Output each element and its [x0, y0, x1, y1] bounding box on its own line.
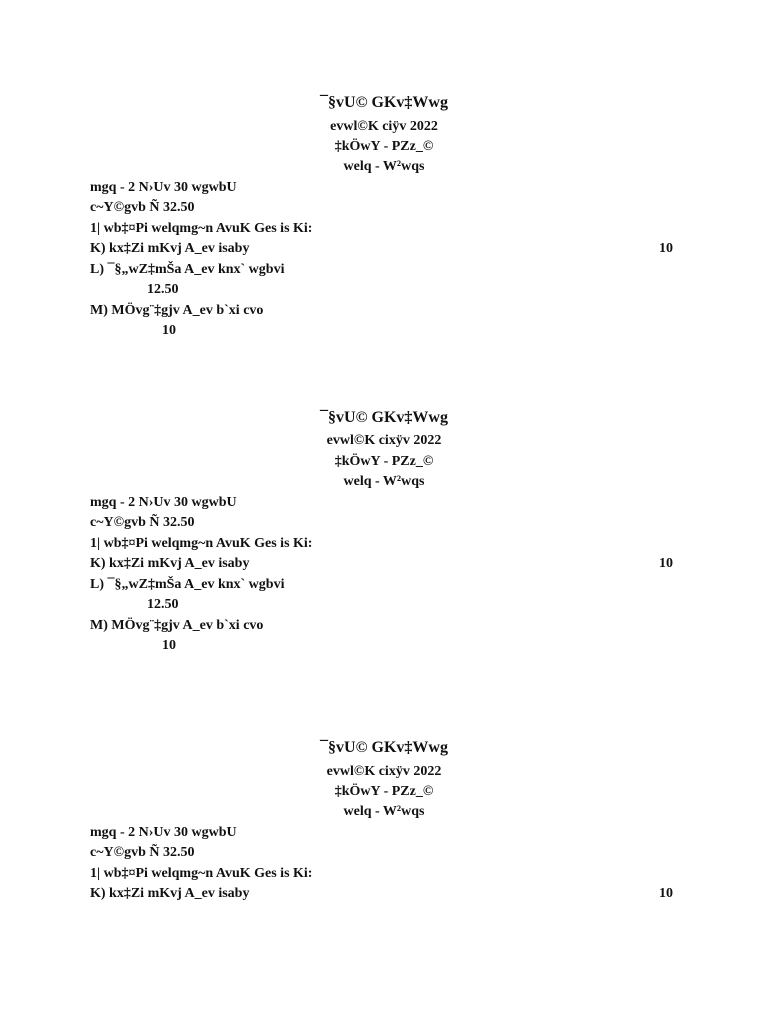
block-3-question-a: K) kx‡Zi mKvj A_ev isaby: [90, 886, 250, 901]
block-1-year: evwl©K ciÿv 2022: [330, 119, 438, 134]
block-2-question-c: M) MÖvg¨‡gjv A_ev b`xi cvo: [90, 618, 264, 633]
block-3-question-a-mark: 10: [659, 886, 673, 901]
block-3-title: ¯§vU© GKv‡Wwg: [320, 739, 448, 756]
block-3-class: ‡kÖwY - PZz_©: [334, 784, 434, 799]
block-1-full-marks: c~Y©gvb Ñ 32.50: [90, 200, 195, 215]
block-2-question-b: L) ¯§„wZ‡mŠa A_ev knx` wgbvi: [90, 577, 285, 592]
block-3-full-marks: c~Y©gvb Ñ 32.50: [90, 845, 195, 860]
block-3-question-1: 1| wb‡¤Pi welqmg~n AvuK Ges is Ki:: [90, 866, 313, 881]
block-2-title: ¯§vU© GKv‡Wwg: [320, 409, 448, 426]
block-1-question-c-mark: 10: [162, 323, 176, 338]
block-2-class: ‡kÖwY - PZz_©: [334, 454, 434, 469]
block-1-question-c: M) MÖvg¨‡gjv A_ev b`xi cvo: [90, 303, 264, 318]
block-2-question-1: 1| wb‡¤Pi welqmg~n AvuK Ges is Ki:: [90, 536, 313, 551]
block-3-year: evwl©K cixÿv 2022: [326, 764, 442, 779]
block-2-full-marks: c~Y©gvb Ñ 32.50: [90, 515, 195, 530]
block-2-question-c-mark: 10: [162, 638, 176, 653]
block-1-subject: welq - W²wqs: [343, 159, 425, 174]
block-1-question-a: K) kx‡Zi mKvj A_ev isaby: [90, 241, 250, 256]
block-2-question-b-mark: 12.50: [147, 597, 179, 612]
block-2-subject: welq - W²wqs: [343, 474, 425, 489]
block-2-question-a: K) kx‡Zi mKvj A_ev isaby: [90, 556, 250, 571]
block-2-year: evwl©K cixÿv 2022: [326, 433, 442, 448]
block-1-question-a-mark: 10: [659, 241, 673, 256]
block-2-question-a-mark: 10: [659, 556, 673, 571]
block-3-time: mgq - 2 N›Uv 30 wgwbU: [90, 825, 237, 840]
block-1-class: ‡kÖwY - PZz_©: [334, 139, 434, 154]
block-2-time: mgq - 2 N›Uv 30 wgwbU: [90, 495, 237, 510]
block-1-question-1: 1| wb‡¤Pi welqmg~n AvuK Ges is Ki:: [90, 221, 313, 236]
block-1-question-b: L) ¯§„wZ‡mŠa A_ev knx` wgbvi: [90, 262, 285, 277]
block-1-title: ¯§vU© GKv‡Wwg: [320, 94, 448, 111]
block-1-question-b-mark: 12.50: [147, 282, 179, 297]
block-1-time: mgq - 2 N›Uv 30 wgwbU: [90, 180, 237, 195]
block-3-subject: welq - W²wqs: [343, 804, 425, 819]
